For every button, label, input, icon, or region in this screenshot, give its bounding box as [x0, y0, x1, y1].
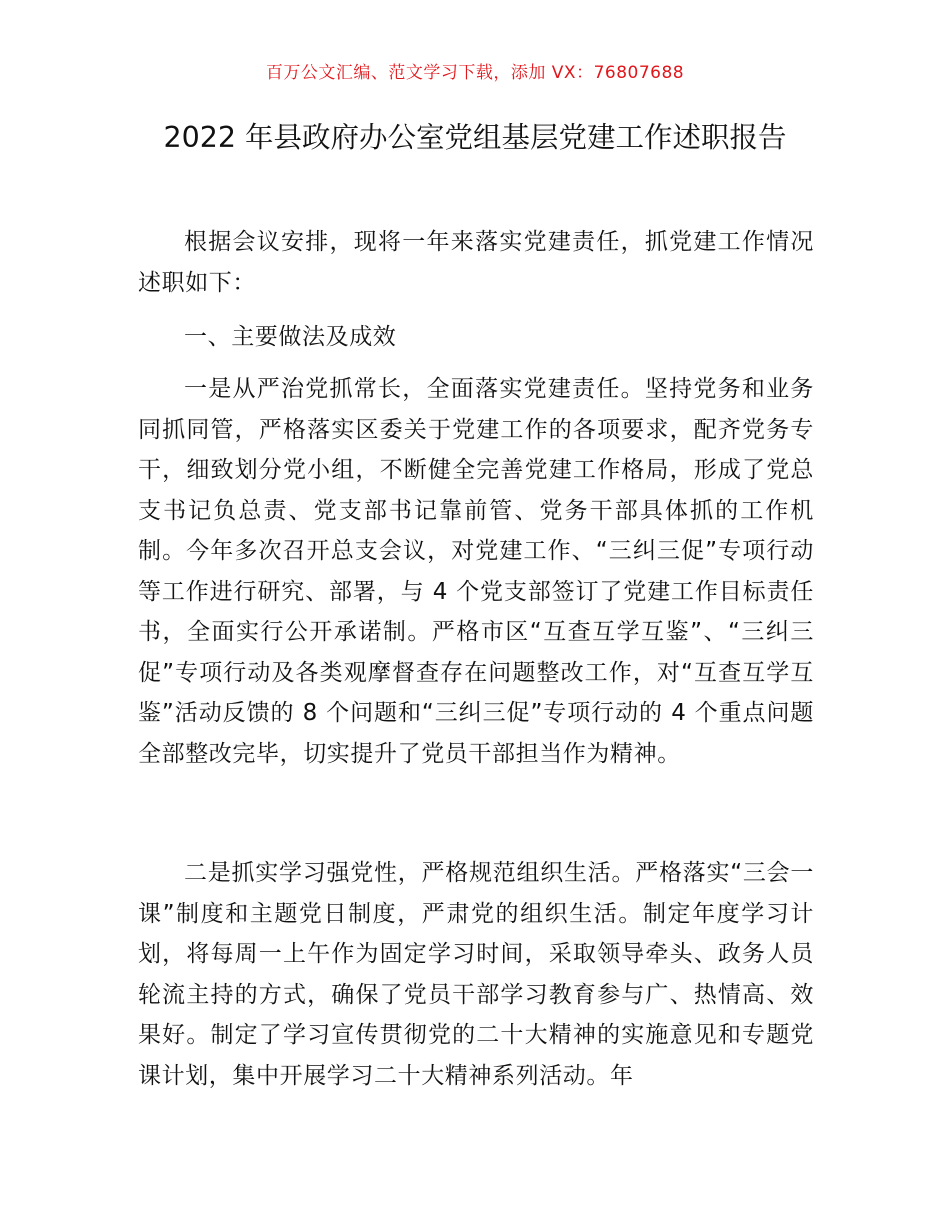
- point-two-paragraph: 二是抓实学习强党性，严格规范组织生活。严格落实“三会一课”制度和主题党日制度，严肃党的组织生活。制定年度学习计划，将每周一上午作为固定学习时间，采取领导牵头、政务人员轮流主持的方式，确保了党员干部学习教育参与广、热情高、效果好。制定了学习宣传贯彻党的二十大精神的实施意见和专题党课计划，集中开展学习二十大精神系列活动。年: [138, 860, 814, 1089]
- point-two-block: [138, 853, 814, 1096]
- point-one-block: [138, 369, 814, 774]
- header-download-note: 百万公文汇编、范文学习下载，添加 VX：76807688: [265, 63, 685, 83]
- document-title: 2022 年县政府办公室党组基层党建工作述职报告: [163, 121, 787, 154]
- point-one-paragraph: 一是从严治党抓常长，全面落实党建责任。坚持党务和业务同抓同管，严格落实区委关于党建工作的各项要求，配齐党务专干，细致划分党小组，不断健全完善党建工作格局，形成了党总支书记负总责、党支部书记靠前管、党务干部具体抓的工作机制。今年多次召开总支会议，对党建工作、“三纠三促”专项行动等工作进行研究、部署，与 4 个党支部签订了党建工作目标责任书，全面实行公开承诺制。严格市区“互查互学互鉴”、“三纠三促”专项行动及各类观摩督查存在问题整改工作，对“互查互学互鉴”活动反馈的 8 个问题和“三纠三促”专项行动的 4 个重点问题全部整改完毕，切实提升了党员干部担当作为精神。: [138, 376, 814, 767]
- section-heading: 一、主要做法及成效: [184, 324, 397, 350]
- intro-paragraph-block: [138, 222, 814, 303]
- intro-paragraph: 根据会议安排，现将一年来落实党建责任，抓党建工作情况述职如下：: [138, 229, 814, 296]
- section-heading-block: [138, 317, 814, 358]
